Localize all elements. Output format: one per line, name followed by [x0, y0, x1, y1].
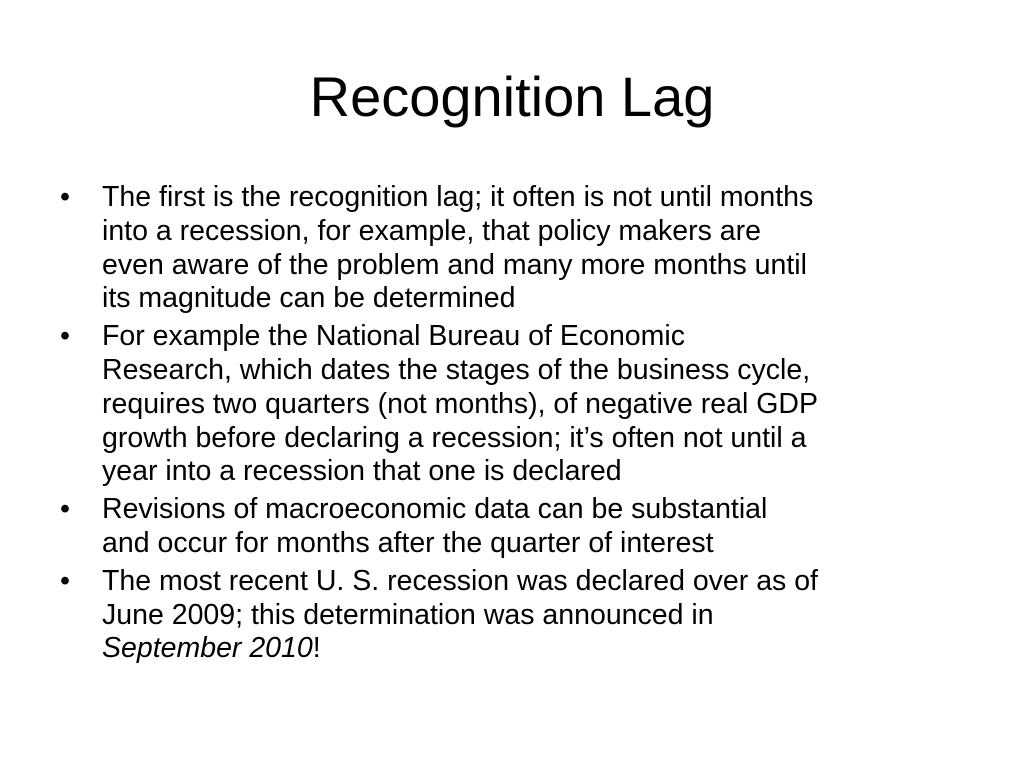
bullet-text-line: The first is the recognition lag; it often is not until months [102, 181, 814, 213]
bullet-text-line: Research, which dates the stages of the business cycle, [102, 353, 811, 386]
bullet-text-line-emphasis [102, 632, 978, 666]
bullet-text-line: June 2009; this determination was announced in [102, 598, 714, 631]
bullet-item-us-recession [58, 565, 978, 666]
bullet-text-line: its magnitude can be determined [102, 282, 516, 315]
bullet-text-line: into a recession, for example, that policy makers are [102, 214, 761, 247]
bullet-text-line: growth before declaring a recession; it’s often not until a [102, 421, 807, 454]
bullet-text-line: The most recent U. S. recession was declared over as of [102, 564, 818, 597]
bullet-text-line: year into a recession that one is declared [102, 455, 622, 488]
bullet-item-revisions [58, 493, 978, 561]
exclamation-mark: ! [312, 632, 321, 665]
slide-title: Recognition Lag [309, 65, 715, 128]
bullet-marker: • [60, 320, 70, 353]
bullet-marker: • [60, 181, 70, 213]
bullet-text-line: and occur for months after the quarter of interest [102, 526, 714, 559]
bullet-text-line: even aware of the problem and many more months until [102, 248, 807, 281]
bullet-text-line: Revisions of macroeconomic data can be substantial [102, 493, 768, 526]
bullet-marker: • [60, 493, 70, 526]
bullet-item-recognition-lag [58, 181, 978, 316]
emphasized-date: September 2010 [102, 632, 313, 665]
bullet-list [58, 181, 978, 670]
bullet-marker: • [60, 564, 70, 597]
bullet-text-line: For example the National Bureau of Economic [102, 320, 685, 353]
bullet-item-nber [58, 320, 978, 489]
bullet-text-line: requires two quarters (not months), of negative real GDP [102, 387, 818, 420]
